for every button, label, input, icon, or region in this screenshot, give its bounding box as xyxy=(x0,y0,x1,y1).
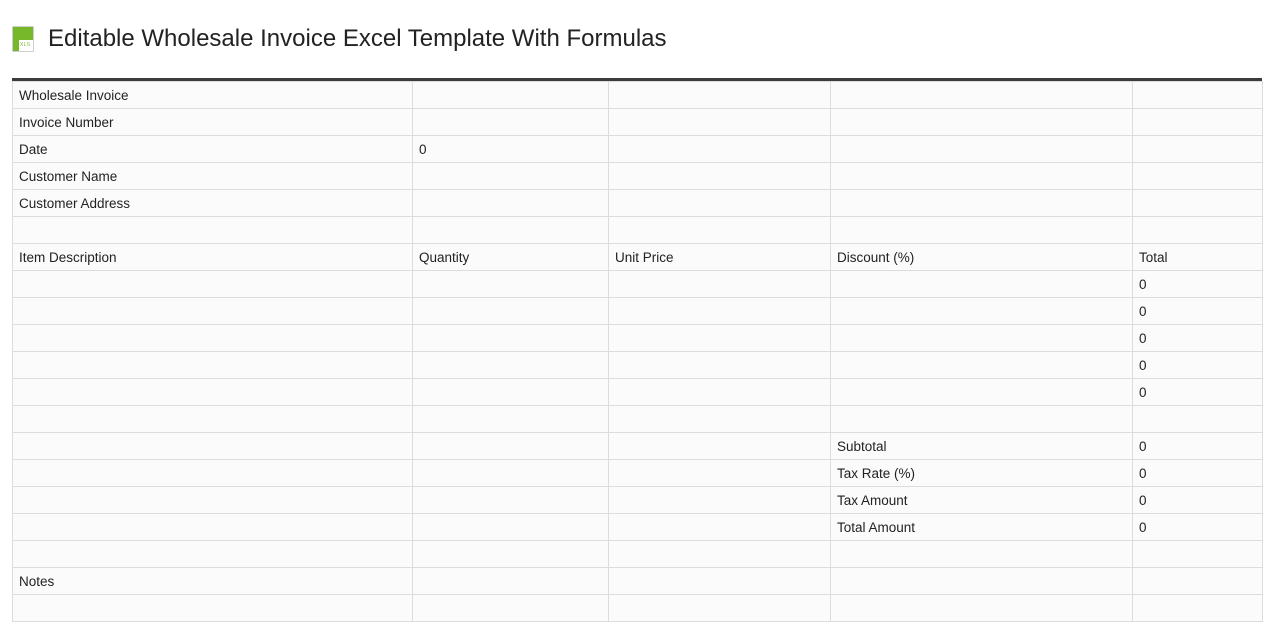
table-cell[interactable] xyxy=(609,433,831,460)
table-cell[interactable] xyxy=(1133,163,1263,190)
table-row xyxy=(13,595,1263,622)
table-cell[interactable] xyxy=(831,136,1133,163)
table-cell[interactable] xyxy=(831,190,1133,217)
table-cell[interactable] xyxy=(831,325,1133,352)
table-cell[interactable] xyxy=(413,325,609,352)
table-cell[interactable] xyxy=(413,595,609,622)
table-cell[interactable] xyxy=(413,109,609,136)
table-cell[interactable] xyxy=(609,325,831,352)
table-cell[interactable] xyxy=(609,271,831,298)
table-cell[interactable] xyxy=(413,271,609,298)
table-row xyxy=(13,109,1263,136)
table-row xyxy=(13,244,1263,271)
table-cell[interactable] xyxy=(831,406,1133,433)
table-cell[interactable]: Total Amount xyxy=(831,514,1133,541)
table-cell[interactable] xyxy=(831,541,1133,568)
table-row xyxy=(13,217,1263,244)
table-cell[interactable] xyxy=(13,514,413,541)
table-cell[interactable]: Customer Address xyxy=(13,190,413,217)
table-cell[interactable] xyxy=(413,433,609,460)
table-cell[interactable] xyxy=(1133,541,1263,568)
table-cell[interactable] xyxy=(609,379,831,406)
table-row xyxy=(13,460,1263,487)
xls-icon-topbar xyxy=(13,27,33,40)
table-cell[interactable] xyxy=(13,298,413,325)
table-cell[interactable] xyxy=(1133,568,1263,595)
table-cell[interactable] xyxy=(609,82,831,109)
table-cell[interactable] xyxy=(13,352,413,379)
table-cell[interactable] xyxy=(13,433,413,460)
table-cell[interactable] xyxy=(1133,109,1263,136)
table-cell[interactable]: 0 xyxy=(1133,433,1263,460)
table-cell[interactable] xyxy=(609,487,831,514)
table-cell[interactable]: Total xyxy=(1133,244,1263,271)
table-cell[interactable]: Tax Rate (%) xyxy=(831,460,1133,487)
table-cell[interactable] xyxy=(831,217,1133,244)
page-title: Editable Wholesale Invoice Excel Template With Formulas xyxy=(48,25,667,52)
table-row xyxy=(13,379,1263,406)
table-cell[interactable]: Unit Price xyxy=(609,244,831,271)
xls-icon-label: XLS xyxy=(20,42,31,48)
table-cell[interactable] xyxy=(609,514,831,541)
table-cell[interactable] xyxy=(1133,82,1263,109)
table-cell[interactable] xyxy=(13,325,413,352)
table-cell[interactable] xyxy=(831,568,1133,595)
table-cell[interactable] xyxy=(609,298,831,325)
table-row xyxy=(13,82,1263,109)
xls-file-icon xyxy=(12,26,34,52)
document-header xyxy=(0,0,1262,78)
table-cell[interactable] xyxy=(609,136,831,163)
table-cell[interactable]: Invoice Number xyxy=(13,109,413,136)
table-cell[interactable] xyxy=(609,109,831,136)
table-cell[interactable] xyxy=(413,298,609,325)
table-cell[interactable] xyxy=(609,460,831,487)
table-cell[interactable] xyxy=(831,298,1133,325)
table-row xyxy=(13,190,1263,217)
table-row xyxy=(13,514,1263,541)
table-cell[interactable] xyxy=(1133,190,1263,217)
table-cell[interactable] xyxy=(831,109,1133,136)
table-cell[interactable] xyxy=(413,352,609,379)
table-cell[interactable] xyxy=(1133,595,1263,622)
table-cell[interactable] xyxy=(609,568,831,595)
table-cell[interactable]: 0 xyxy=(413,136,609,163)
table-cell[interactable] xyxy=(13,379,413,406)
table-cell[interactable]: Date xyxy=(13,136,413,163)
table-cell[interactable] xyxy=(413,82,609,109)
table-row xyxy=(13,352,1263,379)
table-cell[interactable] xyxy=(413,190,609,217)
table-cell[interactable]: Quantity xyxy=(413,244,609,271)
table-cell[interactable] xyxy=(831,595,1133,622)
table-cell[interactable] xyxy=(413,460,609,487)
table-cell[interactable] xyxy=(413,487,609,514)
table-cell[interactable] xyxy=(13,271,413,298)
table-row xyxy=(13,325,1263,352)
table-row xyxy=(13,298,1263,325)
table-cell[interactable] xyxy=(609,217,831,244)
table-row xyxy=(13,568,1263,595)
spreadsheet-container xyxy=(12,78,1262,622)
table-cell[interactable] xyxy=(13,487,413,514)
table-cell[interactable] xyxy=(1133,406,1263,433)
table-row xyxy=(13,433,1263,460)
table-row xyxy=(13,541,1263,568)
table-cell[interactable]: 0 xyxy=(1133,379,1263,406)
table-cell[interactable] xyxy=(413,568,609,595)
table-cell[interactable]: 0 xyxy=(1133,352,1263,379)
table-cell[interactable]: 0 xyxy=(1133,271,1263,298)
table-cell[interactable]: Item Description xyxy=(13,244,413,271)
table-row xyxy=(13,271,1263,298)
table-row xyxy=(13,487,1263,514)
table-cell[interactable] xyxy=(13,595,413,622)
table-cell[interactable]: Tax Amount xyxy=(831,487,1133,514)
table-cell[interactable] xyxy=(1133,217,1263,244)
table-cell[interactable] xyxy=(13,541,413,568)
table-cell[interactable] xyxy=(609,406,831,433)
table-cell[interactable] xyxy=(609,541,831,568)
xls-icon-leftblock xyxy=(13,40,19,51)
table-cell[interactable] xyxy=(13,460,413,487)
table-cell[interactable] xyxy=(413,541,609,568)
table-cell[interactable]: Discount (%) xyxy=(831,244,1133,271)
table-cell[interactable]: 0 xyxy=(1133,514,1263,541)
table-cell[interactable]: 0 xyxy=(1133,460,1263,487)
table-cell[interactable]: Subtotal xyxy=(831,433,1133,460)
table-row xyxy=(13,136,1263,163)
table-cell[interactable] xyxy=(831,271,1133,298)
table-cell[interactable] xyxy=(609,595,831,622)
invoice-table-body xyxy=(13,82,1263,622)
table-cell[interactable] xyxy=(13,406,413,433)
table-cell[interactable]: 0 xyxy=(1133,487,1263,514)
table-cell[interactable] xyxy=(413,514,609,541)
table-cell[interactable] xyxy=(831,379,1133,406)
table-cell[interactable]: Notes xyxy=(13,568,413,595)
table-cell[interactable]: Customer Name xyxy=(13,163,413,190)
table-cell[interactable]: Wholesale Invoice xyxy=(13,82,413,109)
table-cell[interactable] xyxy=(831,163,1133,190)
table-cell[interactable] xyxy=(609,352,831,379)
table-cell[interactable] xyxy=(413,217,609,244)
table-cell[interactable] xyxy=(413,163,609,190)
table-row xyxy=(13,163,1263,190)
table-cell[interactable] xyxy=(831,82,1133,109)
table-cell[interactable] xyxy=(1133,136,1263,163)
table-cell[interactable] xyxy=(413,379,609,406)
table-cell[interactable] xyxy=(13,217,413,244)
table-cell[interactable] xyxy=(413,406,609,433)
table-row xyxy=(13,406,1263,433)
table-cell[interactable] xyxy=(609,190,831,217)
table-cell[interactable] xyxy=(609,163,831,190)
table-cell[interactable]: 0 xyxy=(1133,325,1263,352)
table-cell[interactable]: 0 xyxy=(1133,298,1263,325)
table-cell[interactable] xyxy=(831,352,1133,379)
invoice-table xyxy=(12,81,1263,622)
